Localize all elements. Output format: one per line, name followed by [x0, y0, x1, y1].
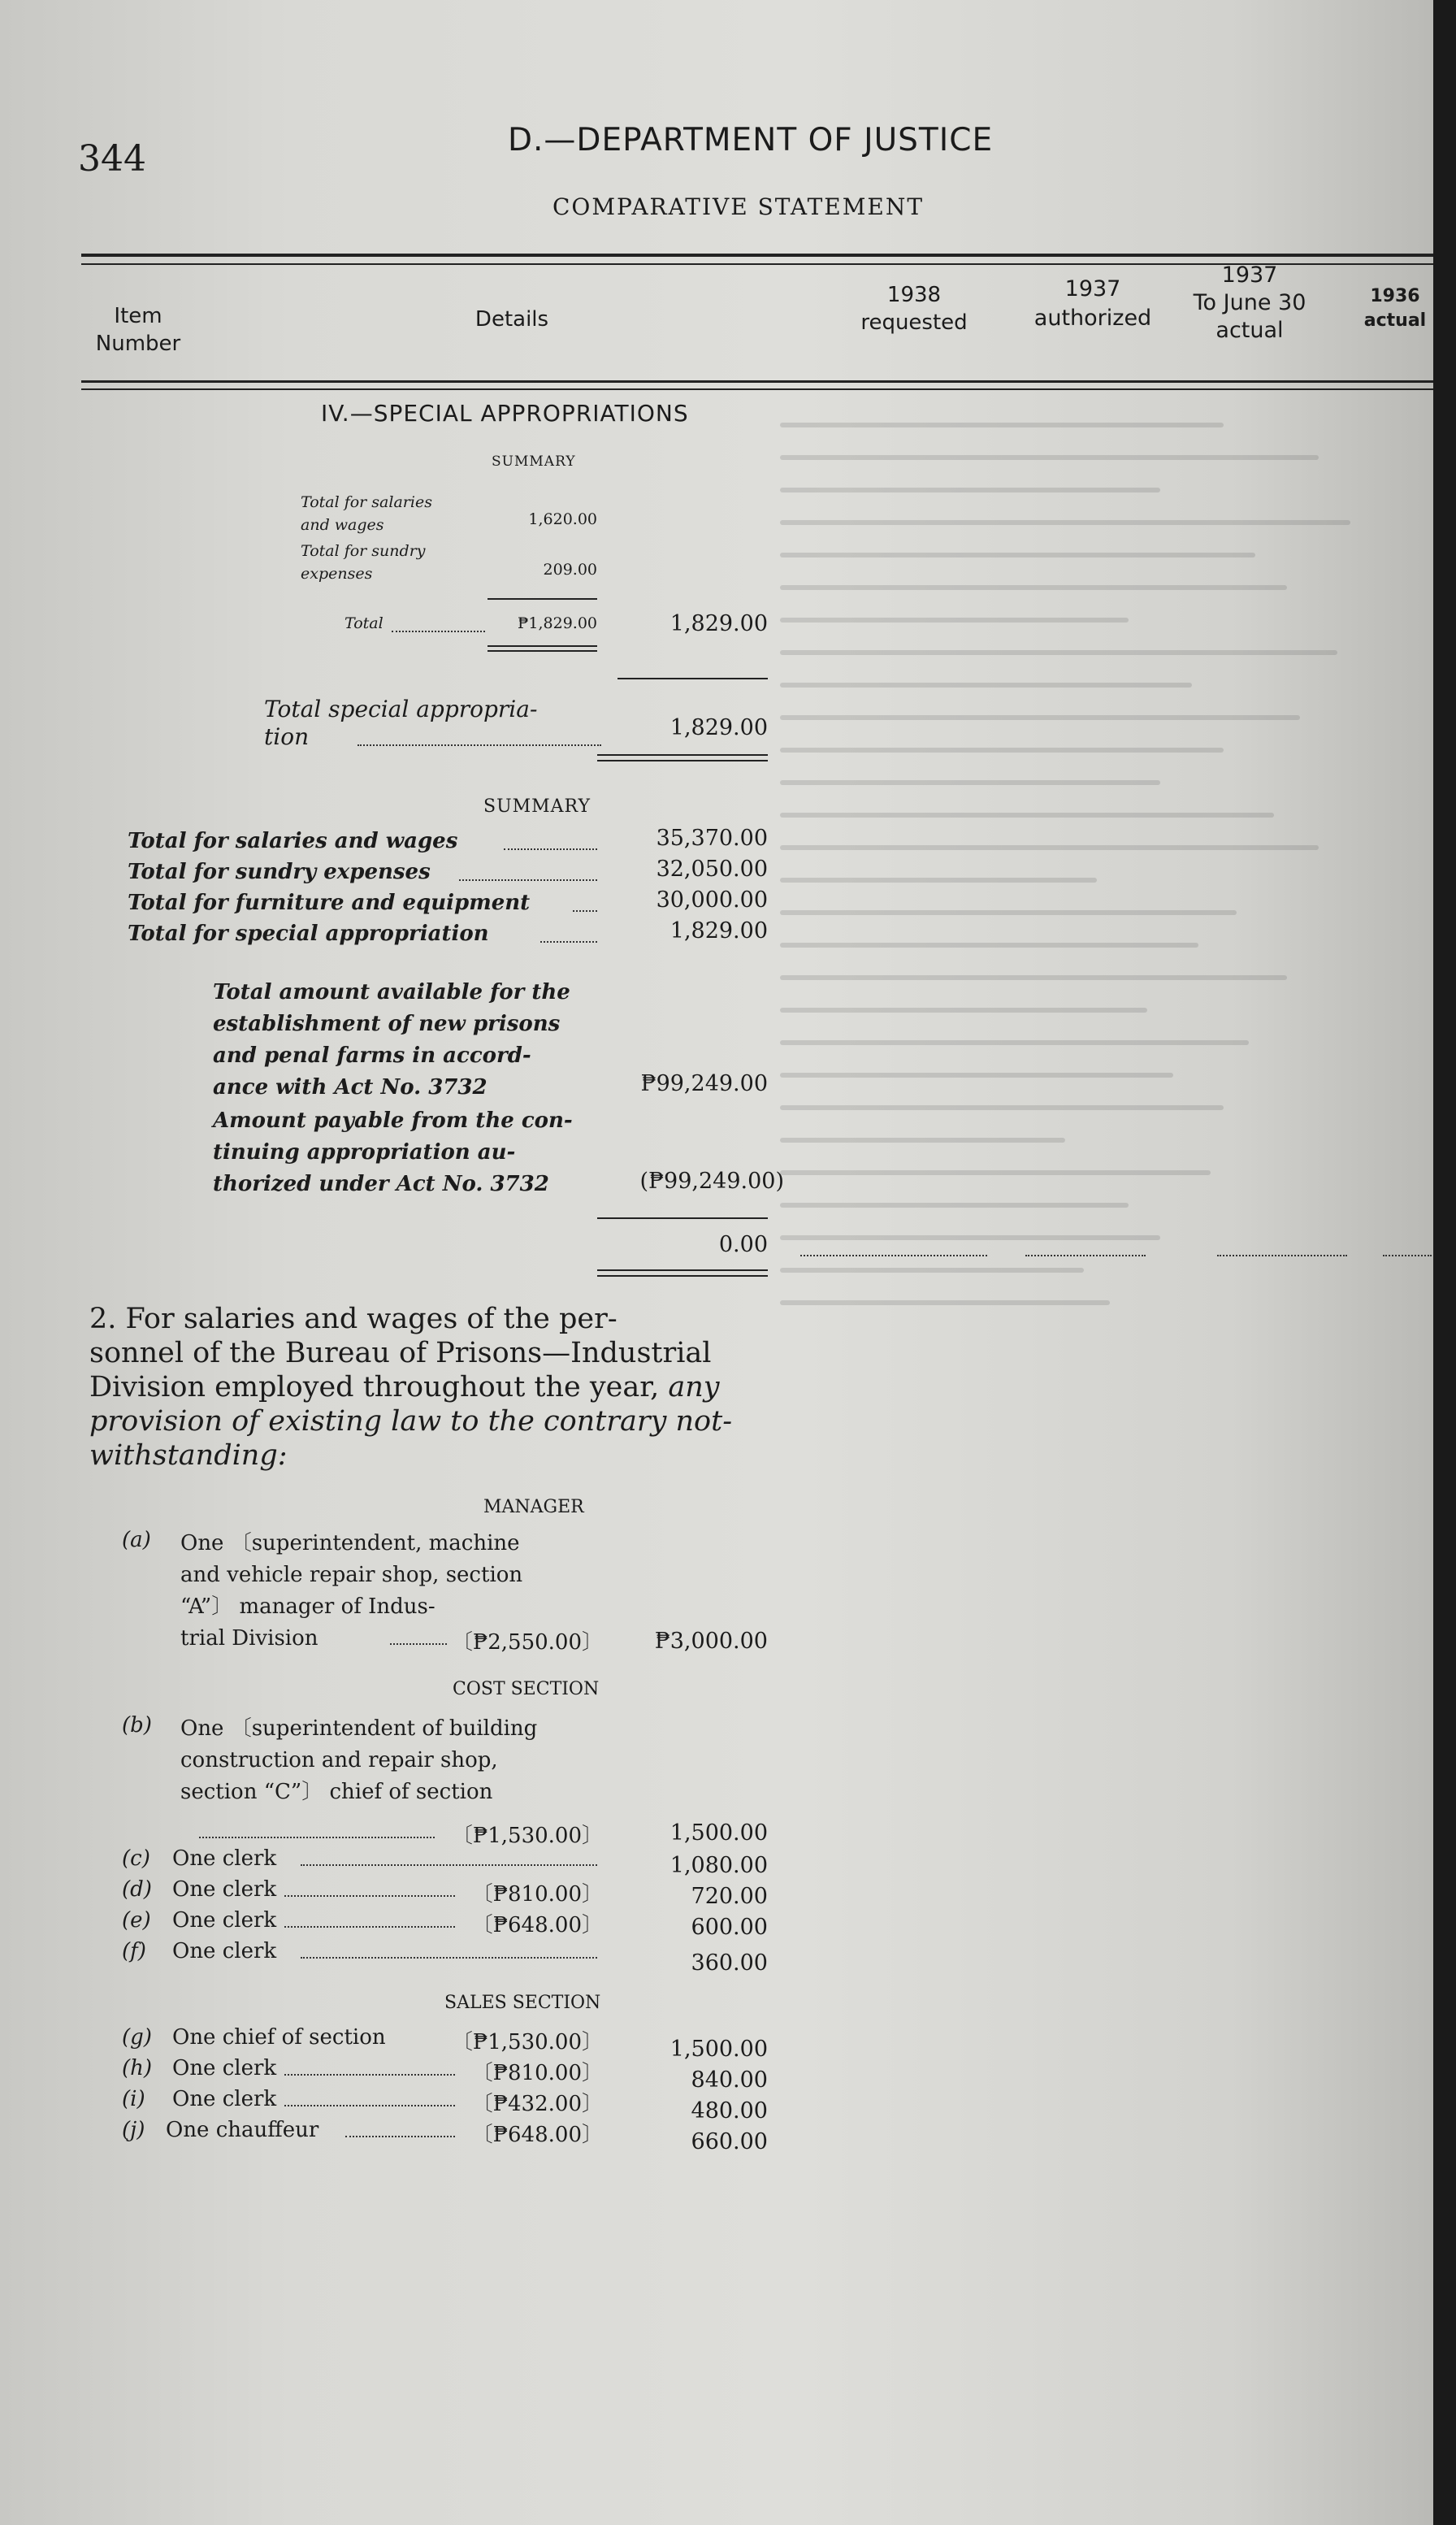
cost-row-value: 720.00 — [691, 1884, 768, 1909]
manager-heading: MANAGER — [483, 1497, 584, 1517]
summary-row-value: 1,829.00 — [670, 918, 768, 944]
item-letter: (e) — [122, 1908, 151, 1933]
col-1937-authorized: 1937 authorized — [1034, 276, 1152, 331]
summary-row-value: 35,370.00 — [656, 826, 768, 851]
bleed-through-text — [780, 423, 1414, 1642]
iv-total-value: ₱1,829.00 — [517, 614, 597, 632]
summary-label: SUMMARY — [483, 796, 591, 817]
summary-row-label: Total for furniture and equipment — [128, 891, 531, 915]
cost-row-text: One clerk — [172, 1877, 277, 1902]
item-letter: (j) — [122, 2118, 145, 2142]
col-details: Details — [474, 307, 549, 332]
payable-label: Amount payable from the con- tinuing appropriation au- thorized under Act No. 3732 — [213, 1108, 573, 1196]
sales-row-old: 〔₱810.00〕 — [471, 2061, 603, 2085]
statement-title: COMPARATIVE STATEMENT — [552, 193, 925, 220]
payable-value: (₱99,249.00) — [639, 1169, 784, 1194]
header-bottom-rule-2 — [81, 388, 1438, 390]
total-special-value: 1,829.00 — [670, 715, 768, 740]
manager-a-old: 〔₱2,550.00〕 — [451, 1630, 603, 1655]
iv-subtotal-rule — [488, 598, 597, 600]
cost-section-heading: COST SECTION — [453, 1679, 600, 1699]
item-letter: (b) — [122, 1713, 152, 1738]
sales-row-text: One clerk — [172, 2087, 277, 2111]
available-label: Total amount available for the establishment of new prisons and penal farms in accord- ance with Act No. 3732 — [213, 980, 570, 1100]
summary-row-value: 32,050.00 — [656, 857, 768, 882]
item-letter: (d) — [122, 1877, 152, 1902]
iv-sundry-label: Total for sundry expenses — [301, 542, 426, 583]
net-placeholder-1937 — [800, 1255, 987, 1256]
summary-row-value: 30,000.00 — [656, 887, 768, 913]
net-placeholder-authorized — [1025, 1255, 1146, 1256]
sales-row-value: 1,500.00 — [670, 2037, 768, 2062]
col-1937-to-june-30: 1937 To June 30 actual — [1193, 262, 1306, 343]
total-special-label: Total special appropria- tion — [264, 696, 538, 750]
item-letter: (h) — [122, 2056, 153, 2080]
manager-a-value: ₱3,000.00 — [654, 1629, 768, 1654]
item-letter: (i) — [122, 2087, 145, 2111]
item-2-lead: 2. For salaries and wages of the per- sonnel of the Bureau of Prisons—Industrial Division employed throughout the year, — [89, 1303, 712, 1404]
section-iv-summary-label: SUMMARY — [492, 453, 576, 470]
sales-row-text: One clerk — [172, 2056, 277, 2080]
section-iv-heading: IV.—SPECIAL APPROPRIATIONS — [321, 400, 689, 427]
iv-salaries-label: Total for salaries and wages — [301, 493, 432, 534]
page-number: 344 — [78, 138, 146, 180]
summary-row-label: Total for special appropriation — [128, 922, 489, 946]
item-letter: (f) — [122, 1939, 146, 1963]
header-bottom-rule — [81, 380, 1438, 383]
sales-row-old: 〔₱648.00〕 — [471, 2123, 603, 2147]
iv-total-label: Total — [344, 614, 384, 632]
cost-row-text: One clerk — [172, 1846, 277, 1871]
iv-sundry-value: 209.00 — [543, 561, 597, 579]
sales-row-text: One chauffeur — [166, 2118, 319, 2142]
col-item-number: Item Number — [95, 304, 181, 356]
cost-row-value: 360.00 — [691, 1950, 768, 1976]
cost-row-text: One clerk — [172, 1908, 277, 1933]
net-value: 0.00 — [718, 1232, 768, 1257]
col-1938-requested: 1938 requested — [860, 283, 968, 335]
manager-a-text: One 〔superintendent, machine and vehicle repair shop, section “A”〕 manager of Indus- trial Division — [180, 1531, 523, 1651]
cost-row-value: 1,080.00 — [670, 1853, 768, 1878]
sales-row-old: 〔₱432.00〕 — [471, 2092, 603, 2116]
cost-row-value: 600.00 — [691, 1915, 768, 1940]
item-2-lead-italic: any provision of existing law to the contrary not- withstanding: — [89, 1371, 733, 1472]
sales-row-value: 480.00 — [691, 2098, 768, 2124]
iv-salaries-value: 1,620.00 — [528, 510, 597, 528]
summary-row-label: Total for salaries and wages — [128, 829, 458, 853]
book-binding-edge — [1433, 0, 1456, 2525]
sales-row-text: One chief of section — [172, 2025, 386, 2050]
cost-row-old: 〔₱648.00〕 — [471, 1913, 603, 1937]
cost-row-text: One clerk — [172, 1939, 277, 1963]
available-value: ₱99,249.00 — [640, 1071, 768, 1096]
net-placeholder-june — [1217, 1255, 1347, 1256]
department-title: D.—DEPARTMENT OF JUSTICE — [508, 122, 994, 158]
summary-row-label: Total for sundry expenses — [128, 860, 431, 884]
cost-b-value: 1,500.00 — [670, 1820, 768, 1846]
item-letter: (a) — [122, 1528, 151, 1552]
sales-row-old: 〔₱1,530.00〕 — [451, 2030, 603, 2054]
net-placeholder-1936 — [1383, 1255, 1432, 1256]
sales-section-heading: SALES SECTION — [444, 1993, 601, 2013]
sales-row-value: 660.00 — [691, 2129, 768, 2154]
cost-b-text: One 〔superintendent of building construction and repair shop, section “C”〕 chief of section — [180, 1716, 538, 1804]
item-letter: (c) — [122, 1846, 150, 1871]
cost-row-old: 〔₱810.00〕 — [471, 1882, 603, 1907]
item-2-paragraph — [89, 1302, 788, 1473]
sales-row-value: 840.00 — [691, 2067, 768, 2093]
item-letter: (g) — [122, 2025, 152, 2050]
header-top-rule — [81, 254, 1438, 257]
cost-b-old: 〔₱1,530.00〕 — [451, 1824, 603, 1848]
iv-total-col-value: 1,829.00 — [670, 611, 768, 636]
col-1936-actual: 1936 actual — [1363, 286, 1427, 331]
